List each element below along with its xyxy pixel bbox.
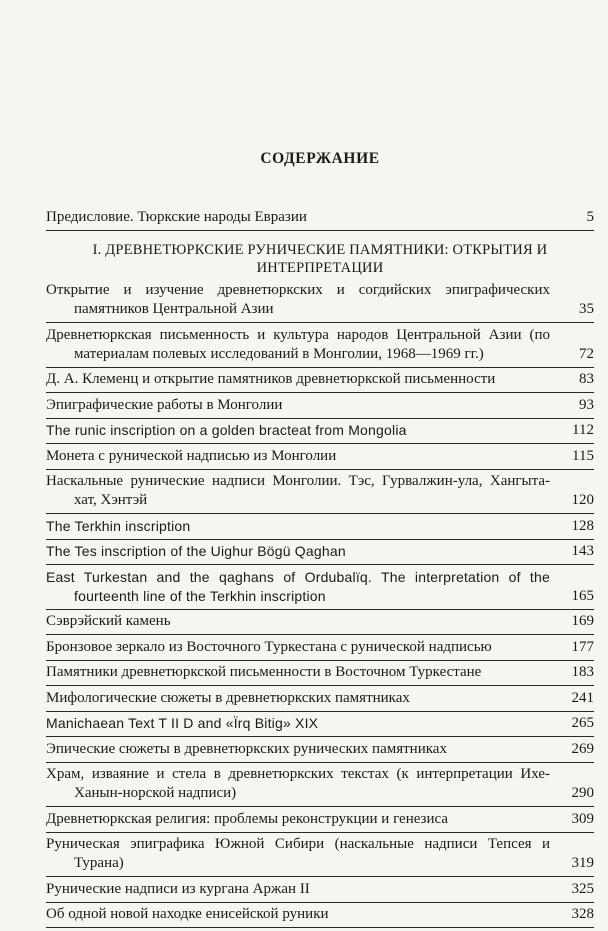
toc-entry[interactable] xyxy=(46,810,594,833)
toc-entry[interactable] xyxy=(46,740,594,763)
entry-page: 93 xyxy=(579,396,594,413)
entry-page: 177 xyxy=(571,638,594,655)
entry-title: Древнетюркская религия: проблемы реконструкции и генезиса xyxy=(46,810,449,827)
entry-page: 183 xyxy=(571,664,594,680)
toc-entry[interactable] xyxy=(46,689,594,712)
entry-page: 269 xyxy=(571,740,594,757)
entry-page: 128 xyxy=(571,517,594,534)
entry-page: 290 xyxy=(571,785,594,801)
entry-page: 328 xyxy=(571,906,594,922)
toc-entry[interactable] xyxy=(46,421,594,444)
entry-page: 325 xyxy=(571,880,594,897)
entry-title: Древнетюркская письменность и культура народов Центральной Азии (по материалам полевых исследований в Монголии, 1968—1969 гг.) xyxy=(46,326,550,362)
toc-entry[interactable] xyxy=(46,472,594,514)
entry-title: Памятники древнетюркской письменности в Восточном Туркестане xyxy=(46,664,482,680)
entry-page: 72 xyxy=(579,345,594,362)
page-title: СОДЕРЖАНИЕ xyxy=(260,150,380,167)
entry-title: Эпиграфические работы в Монголии xyxy=(46,396,283,413)
entry-title: Наскальные рунические надписи Монголии. Тэс, Гурвалжин-ула, Хангыта-хат, Хэнтэй xyxy=(46,473,550,508)
toc-entry[interactable] xyxy=(46,208,594,231)
toc-entry[interactable] xyxy=(46,638,594,661)
entry-page: 165 xyxy=(571,587,594,604)
entry-page: 115 xyxy=(572,447,594,464)
entry-page: 143 xyxy=(571,543,594,559)
entry-title: Об одной новой находке енисейской руники xyxy=(46,906,329,922)
toc-entry[interactable] xyxy=(46,447,594,470)
entry-title: The Terkhin inscription xyxy=(46,517,191,534)
entry-page: 83 xyxy=(579,371,594,387)
toc-entry[interactable] xyxy=(46,568,594,610)
entry-title: Мифологические сюжеты в древнетюркских памятниках xyxy=(46,689,410,706)
toc-entry[interactable] xyxy=(46,517,594,540)
toc-entry[interactable] xyxy=(46,905,594,928)
toc-entry[interactable] xyxy=(46,396,594,419)
toc-entry[interactable] xyxy=(46,663,594,686)
entry-title: Д. А. Клеменц и открытие памятников древнетюркской письменности xyxy=(46,371,496,387)
entry-page: 319 xyxy=(571,855,594,871)
entry-title: East Turkestan and the qaghans of Ordubalïq. The interpretation of the fourteenth line of the Terkhin inscription xyxy=(46,568,550,604)
toc-entry[interactable] xyxy=(46,612,594,635)
toc-entry[interactable] xyxy=(46,281,594,323)
entry-title: Бронзовое зеркало из Восточного Туркестана с рунической надписью xyxy=(46,638,492,655)
toc-entry[interactable] xyxy=(46,765,594,807)
entry-title: The Tes inscription of the Uighur Bögü Qaghan xyxy=(46,543,346,559)
entry-title: The runic inscription on a golden bracteat from Mongolia xyxy=(46,422,407,438)
entry-title: Рунические надписи из кургана Аржан II xyxy=(46,880,310,897)
entry-title: Эпические сюжеты в древнетюркских рунических памятниках xyxy=(46,740,447,757)
entry-page: 112 xyxy=(572,422,594,438)
entry-title: Предисловие. Тюркские народы Евразии xyxy=(46,209,307,225)
entry-title: Храм, изваяние и стела в древнетюркских текстах (к интерпретации Ихе-Ханын-норской надписи) xyxy=(46,766,550,801)
toc-entry[interactable] xyxy=(46,880,594,903)
toc-entry[interactable] xyxy=(46,370,594,393)
entry-page: 169 xyxy=(571,613,594,629)
entry-page: 241 xyxy=(571,689,594,706)
entry-page: 5 xyxy=(586,209,594,225)
toc-entry[interactable] xyxy=(46,542,594,565)
toc-entry[interactable] xyxy=(46,835,594,877)
entry-page: 120 xyxy=(571,492,594,508)
entry-title: Открытие и изучение древнетюркских и согдийских эпиграфических памятников Центральной Азии xyxy=(46,282,550,317)
entry-title: Manichaean Text T II D and «Ïrq Bitig» XIX xyxy=(46,715,319,731)
entry-title: Сэврэйский камень xyxy=(46,613,171,629)
toc-list xyxy=(46,208,594,931)
entry-page: 265 xyxy=(571,715,594,731)
entry-page: 35 xyxy=(579,301,594,317)
toc-page xyxy=(46,0,594,922)
entry-page: 309 xyxy=(571,810,594,827)
entry-title: Монета с рунической надписью из Монголии xyxy=(46,447,337,464)
entry-title: Руническая эпиграфика Южной Сибири (наскальные надписи Тепсея и Турана) xyxy=(46,836,550,871)
toc-entry[interactable] xyxy=(46,326,594,368)
section-heading: I. ДРЕВНЕТЮРКСКИЕ РУНИЧЕСКИЕ ПАМЯТНИКИ: ОТКРЫТИЯ И ИНТЕРПРЕТАЦИИ xyxy=(92,242,548,276)
toc-entry[interactable] xyxy=(46,714,594,737)
